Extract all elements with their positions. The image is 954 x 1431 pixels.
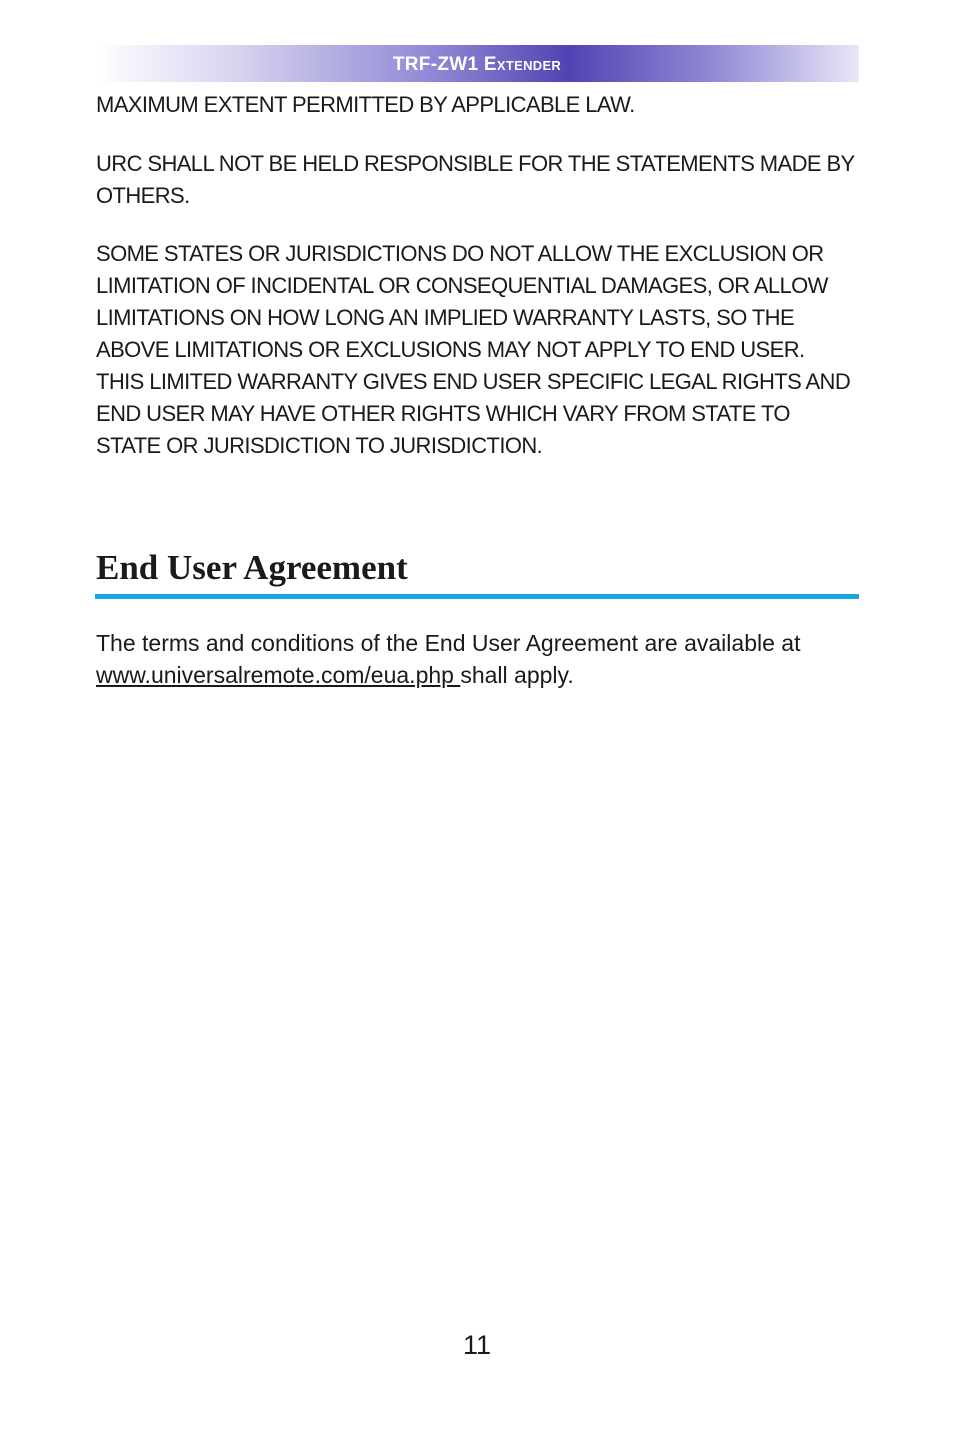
header-title <box>95 54 859 76</box>
warranty-paragraph: SOME STATES OR JURISDICTIONS DO NOT ALLOW THE EXCLUSION OR LIMITATION OF INCIDENTAL OR CONSEQUENTIAL DAMAGES, OR ALLOW LIMITATIONS ON HOW LONG AN IMPLIED WARRANTY LASTS, SO THE ABOVE LIMITATIONS OR EXCLUSIONS MAY NOT APPLY TO END USER. THIS LIMITED WARRANTY GIVES END USER SPECIFIC LEGAL RIGHTS AND END USER MAY HAVE OTHER RIGHTS WHICH VARY FROM STATE TO STATE OR JURISDICTION TO JURISDICTION. <box>96 241 851 458</box>
warranty-paragraph: MAXIMUM EXTENT PERMITTED BY APPLICABLE LAW. <box>96 92 635 117</box>
eua-text-before: The terms and conditions of the End User Agreement are available at <box>96 630 801 656</box>
eua-paragraph <box>96 627 858 691</box>
header-title-main: TRF-ZW1 <box>392 54 479 75</box>
page-number: 11 <box>462 1330 492 1360</box>
section-heading: End User Agreement <box>96 548 408 587</box>
heading-rule <box>95 594 859 599</box>
warranty-paragraph: URC SHALL NOT BE HELD RESPONSIBLE FOR THE STATEMENTS MADE BY OTHERS. <box>96 151 855 208</box>
eua-text-after: shall apply. <box>460 662 574 688</box>
header-bar <box>95 45 859 82</box>
header-title-sub: Extender <box>483 54 562 75</box>
eua-link[interactable]: www.universalremote.com/eua.php <box>96 662 461 688</box>
